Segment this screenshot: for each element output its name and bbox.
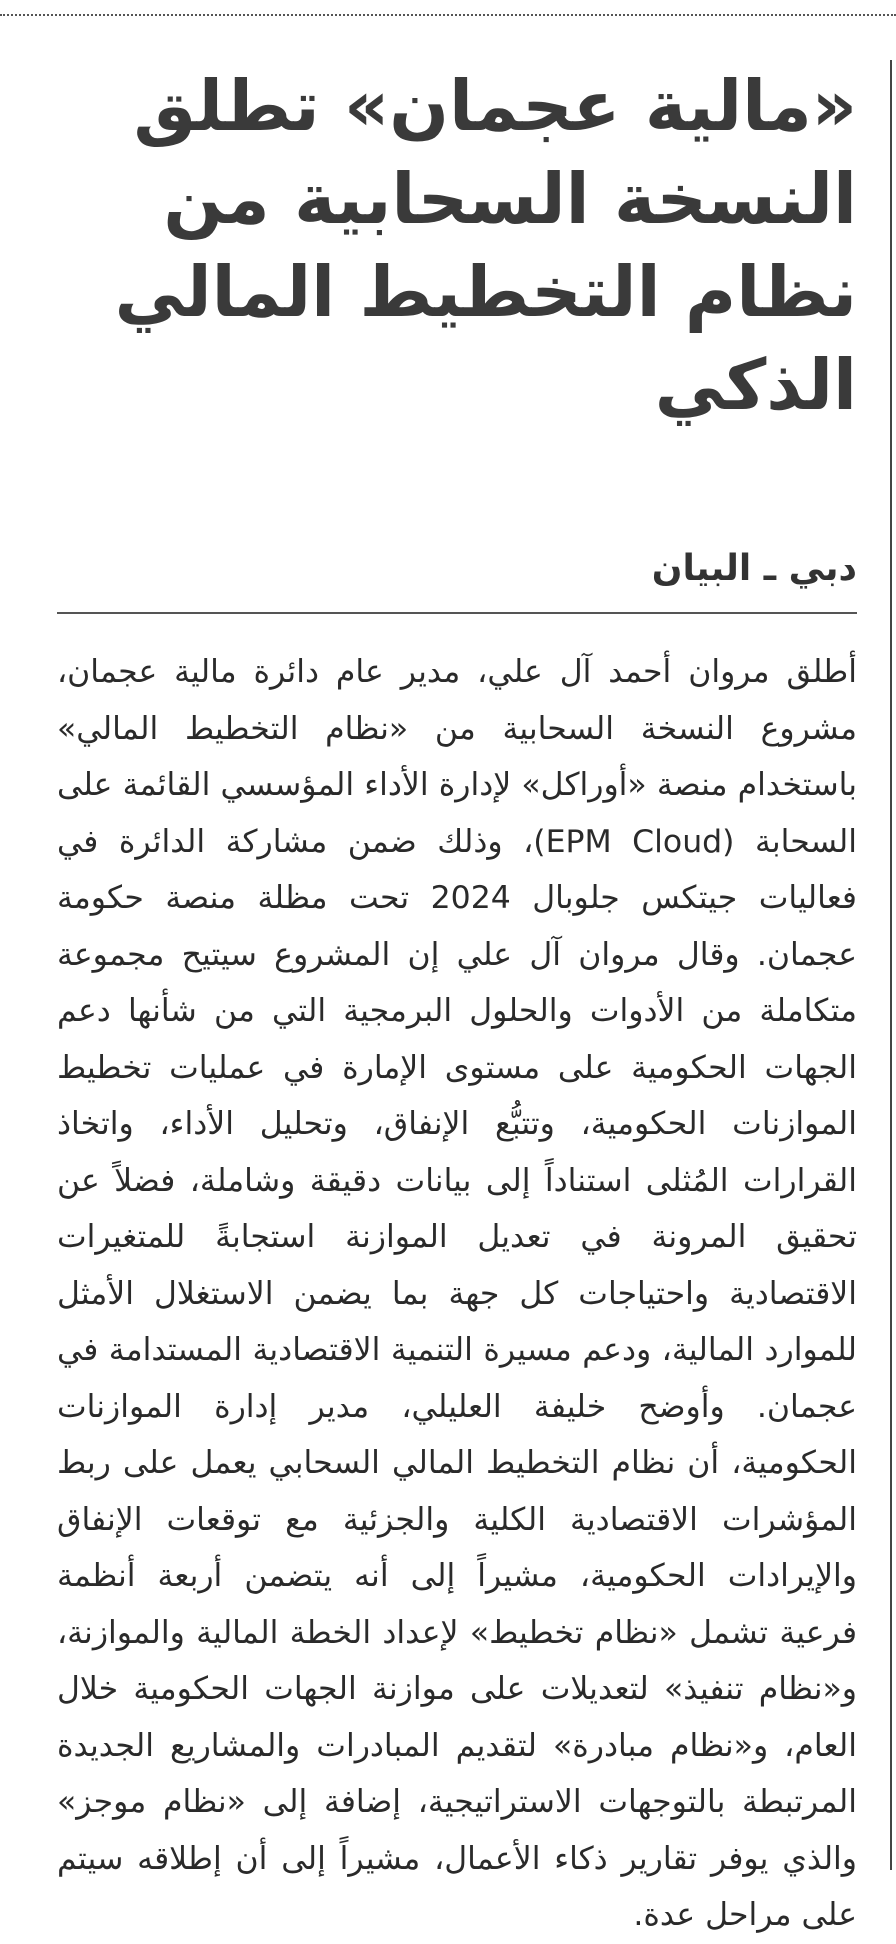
- article-headline: «مالية عجمان» تطلق النسخة السحابية من نظام التخطيط المالي الذكي: [114, 65, 857, 426]
- right-column-rule: [890, 60, 892, 1870]
- article-body: أطلق مروان أحمد آل علي، مدير عام دائرة مالية عجمان، مشروع النسخة السحابية من «نظام التخطيط المالي» باستخدام منصة «أوراكل» لإدارة الأداء المؤسسي القائمة على السحابة (EPM Cloud)، وذلك ضمن مشاركة الدائرة في فعاليات جيتكس جلوبال 2024 تحت مظلة منصة حكومة عجمان. وقال مروان آل علي إن المشروع سيتيح مجموعة متكاملة من الأدوات والحلول البرمجية التي من شأنها دعم الجهات الحكومية على مستوى الإمارة في عمليات تخطيط الموازنات الحكومية، وتتبُّع الإنفاق، وتحليل الأداء، واتخاذ القرارات المُثلى استناداً إلى بيانات دقيقة وشاملة، فضلاً عن تحقيق المرونة في تعديل الموازنة استجابةً للمتغيرات الاقتصادية واحتياجات كل جهة بما يضمن الاستغلال الأمثل للموارد المالية، ودعم مسيرة التنمية الاقتصادية المستدامة في عجمان. وأوضح خليفة العليلي، مدير إدارة الموازنات الحكومية، أن نظام التخطيط المالي السحابي يعمل على ربط المؤشرات الاقتصادية الكلية والجزئية مع توقعات الإنفاق والإيرادات الحكومية، مشيراً إلى أنه يتضمن أربعة أنظمة فرعية تشمل «نظام تخطيط» لإعداد الخطة المالية والموازنة، و«نظام تنفيذ» لتعديلات على موازنة الجهات الحكومية خلال العام، و«نظام مبادرة» لتقديم المبادرات والمشاريع الجديدة المرتبطة بالتوجهات الاستراتيجية، إضافة إلى «نظام موجز» والذي يوفر تقارير ذكاء الأعمال، مشيراً إلى أن إطلاقه سيتم على مراحل عدة.: [57, 654, 858, 1933]
- news-article: [57, 60, 857, 1944]
- article-byline: دبي ـ البيان: [57, 542, 857, 614]
- top-dotted-divider: [0, 14, 896, 16]
